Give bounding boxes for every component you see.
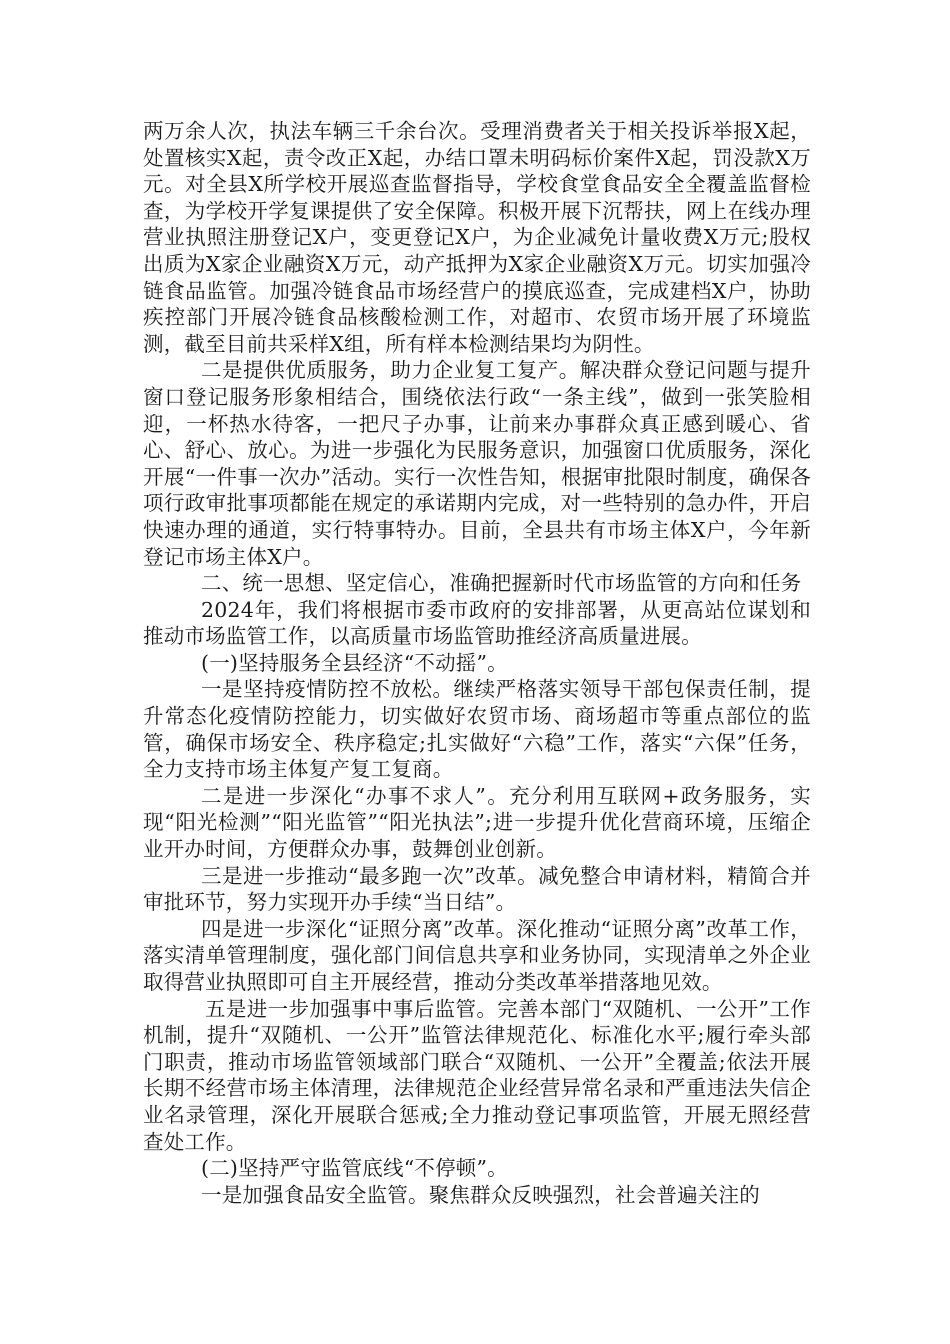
paragraph-epidemic-control: 一是坚持疫情防控不放松。继续严格落实领导干部包保责任制，提升常态化疫情防控能力，切实做好农贸市场、商场超市等重点部位的监管，确保市场安全、秩序稳定;扎实做好“六稳”工作，落实“六保”任务，全力支持市场主体复产复工复商。 xyxy=(143,677,811,782)
document-body xyxy=(143,118,811,1208)
paragraph-food-safety: 一是加强食品安全监管。聚焦群众反映强烈，社会普遍关注的 xyxy=(201,1182,760,1207)
subheading-one: (一)坚持服务全县经济“不动摇”。 xyxy=(201,650,508,675)
paragraph-run-once: 三是进一步推动“最多跑一次”改革。减免整合申请材料，精简合并审批环节，努力实现开办手续“当日结”。 xyxy=(143,863,811,915)
paragraph-quality-service: 二是提供优质服务，助力企业复工复产。解决群众登记问题与提升窗口登记服务形象相结合，围绕依法行政“一条主线”，做到一张笑脸相迎，一杯热水待客，一把尺子办事，让前来办事群众真正感到暖心、省心、舒心、放心。为进一步强化为民服务意识，加强窗口优质服务，深化开展“一件事一次办”活动。实行一次性告知，根据审批限时制度，确保各项行政审批事项都能在规定的承诺期内完成，对一些特别的急办件，开启快速办理的通道，实行特事特办。目前，全县共有市场主体X户，今年新登记市场主体X户。 xyxy=(143,358,811,569)
paragraph-license-separation: 四是进一步深化“证照分离”改革。深化推动“证照分离”改革工作，落实清单管理制度，强化部门间信息共享和业务协同，实现清单之外企业取得营业执照即可自主开展经营，推动分类改革举措落地见效。 xyxy=(143,916,811,994)
paragraph-2024-plan: 2024年，我们将根据市委市政府的安排部署，从更高站位谋划和推动市场监管工作，以高质量市场监管助推经济高质量进展。 xyxy=(143,597,811,649)
paragraph-no-favor: 二是进一步深化“办事不求人”。充分利用互联网+政务服务，实现“阳光检测”“阳光监管”“阳光执法”;进一步提升优化营商环境，压缩企业开办时间，方便群众办事，鼓舞创业创新。 xyxy=(143,783,811,862)
subheading-two: (二)坚持严守监管底线“不停顿”。 xyxy=(201,1156,508,1181)
paragraph-enforcement-summary: 两万余人次，执法车辆三千余台次。受理消费者关于相关投诉举报X起，处置核实X起，责令改正X起，办结口罩未明码标价案件X起，罚没款X万元。对全县X所学校开展巡查监督指导，学校食堂食品安全全覆盖监督检查，为学校开学复课提供了安全保障。积极开展下沉帮扶，网上在线办理营业执照注册登记X户，变更登记X户，为企业减免计量收费X万元;股权出质为X家企业融资X万元，动产抵押为X家企业融资X万元。切实加强冷链食品监管。加强冷链食品市场经营户的摸底巡查，完成建档X户，协助疾控部门开展冷链食品核酸检测工作，对超市、农贸市场开展了环境监测，截至目前共采样X组，所有样本检测结果均为阴性。 xyxy=(143,119,811,356)
section-heading-two: 二、统一思想、坚定信心，准确把握新时代市场监管的方向和任务 xyxy=(201,571,802,596)
paragraph-supervision: 五是进一步加强事中事后监管。完善本部门“双随机、一公开”工作机制，提升“双随机、一公开”监管法律规范化、标准化水平;履行牵头部门职责，推动市场监管领域部门联合“双随机、一公开”全覆盖;依法开展长期不经营市场主体清理，法律规范企业经营异常名录和严重违法失信企业名录管理，深化开展联合惩戒;全力推动登记事项监管，开展无照经营查处工作。 xyxy=(143,996,811,1154)
